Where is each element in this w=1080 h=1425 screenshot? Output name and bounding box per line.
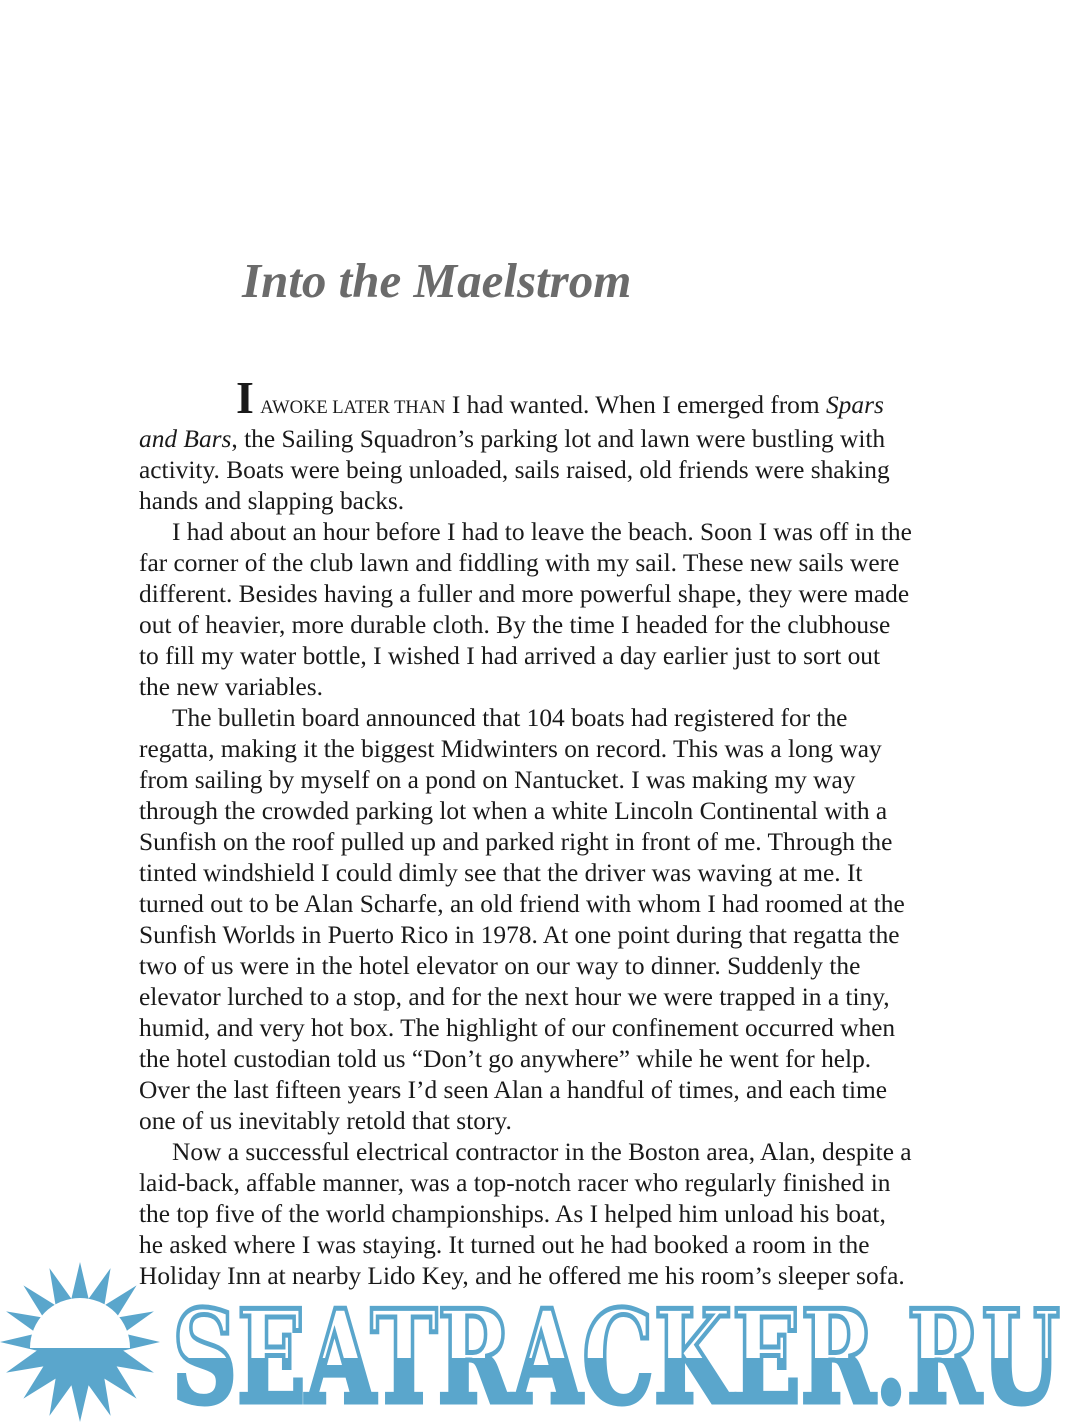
watermark [0, 1262, 1080, 1425]
opening-paragraph [139, 372, 961, 517]
opening-small-caps: AWOKE LATER THAN [260, 398, 446, 418]
paragraph: Now a successful electrical contractor in the Boston area, Alan, despite a laid-back, affable manner, was a top-notch racer who regularly finished in the top five of the world championships. As I helped him unload his boat, he asked where I was staying. It turned out he had booked a room in the Holiday Inn at nearby Lido Key, and he offered me his room’s sleeper sofa. [139, 1138, 912, 1290]
watermark-text: SEATRACKER.RU [172, 1283, 1060, 1425]
chapter-body [139, 372, 961, 1292]
opening-line [139, 372, 961, 424]
paragraph: The bulletin board announced that 104 boats had registered for the regatta, making it the biggest Midwinters on record. This was a long way from sailing by myself on a pond on Nantucket. I was making my way through the crowded parking lot when a white Lincoln Continental with a Sunfish on the roof pulled up and parked right in front of me. Through the tinted windshield I could dimly see that the driver was waving at me. It turned out to be Alan Scharfe, an old friend with whom I had roomed at the Sunfish Worlds in Puerto Rico in 1978. At one point during that regatta the two of us were in the hotel elevator on our way to dinner. Suddenly the elevator lurched to a stop, and for the next hour we were trapped in a tiny, humid, and very hot box. The highlight of our confinement occurred when the hotel custodian told us “Don’t go anywhere” while he went for help. Over the last fifteen years I’d seen Alan a handful of times, and each time one of us inevitably retold that story. [139, 704, 905, 1135]
opening-text-cont: , the Sailing Squadron’s parking lot and lawn were bustling with activity. Boats were being unloaded, sails raised, old friends were shaking hands and slapping backs. [139, 425, 890, 515]
opening-text: I had wanted. When I emerged from [445, 391, 826, 419]
sun-icon [0, 1262, 160, 1422]
chapter-title: Into the Maelstrom [242, 253, 632, 308]
drop-cap: I [236, 372, 254, 423]
boat-name-italic: Spars [825, 391, 884, 419]
boat-name-italic-cont: and Bars [139, 425, 232, 453]
paragraph: I had about an hour before I had to leave the beach. Soon I was off in the far corner of the club lawn and fiddling with my sail. These new sails were different. Besides having a fuller and more powerful shape, they were made out of heavier, more durable cloth. By the time I headed for the clubhouse to fill my water bottle, I wished I had arrived a day earlier just to sort out the new variables. [139, 518, 912, 701]
